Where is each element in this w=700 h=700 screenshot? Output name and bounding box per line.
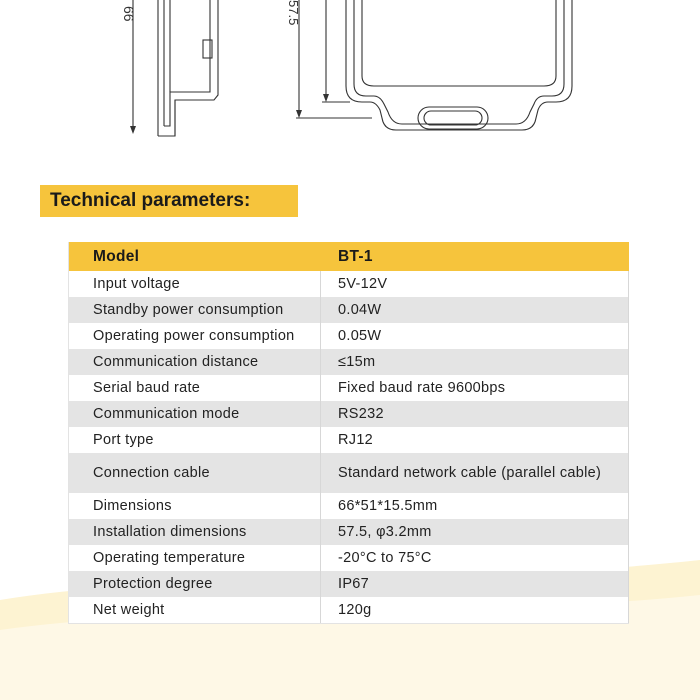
table-row bbox=[69, 297, 629, 323]
table-row bbox=[69, 375, 629, 401]
row-value: RJ12 bbox=[321, 427, 629, 453]
table-row bbox=[69, 493, 629, 519]
table-row bbox=[69, 427, 629, 453]
row-value: RS232 bbox=[321, 401, 629, 427]
technical-drawing bbox=[0, 0, 700, 140]
table-header-value: BT-1 bbox=[321, 242, 629, 271]
table-row bbox=[69, 271, 629, 297]
row-label: Communication mode bbox=[69, 401, 321, 427]
row-value: -20°C to 75°C bbox=[321, 545, 629, 571]
row-label: Operating temperature bbox=[69, 545, 321, 571]
row-value: 0.05W bbox=[321, 323, 629, 349]
table-row bbox=[69, 349, 629, 375]
row-label: Installation dimensions bbox=[69, 519, 321, 545]
right-dimension-label: 57.5 bbox=[286, 0, 301, 26]
row-value: 0.04W bbox=[321, 297, 629, 323]
row-value: 120g bbox=[321, 597, 629, 623]
table-row bbox=[69, 545, 629, 571]
spec-table bbox=[68, 242, 629, 624]
table-header-row bbox=[69, 242, 629, 271]
row-label: Net weight bbox=[69, 597, 321, 623]
row-value: ≤15m bbox=[321, 349, 629, 375]
section-title bbox=[40, 185, 298, 217]
table-row bbox=[69, 453, 629, 493]
row-label: Input voltage bbox=[69, 271, 321, 297]
table-row bbox=[69, 571, 629, 597]
table-row bbox=[69, 519, 629, 545]
row-label: Protection degree bbox=[69, 571, 321, 597]
row-value: 66*51*15.5mm bbox=[321, 493, 629, 519]
table-row bbox=[69, 401, 629, 427]
row-label: Standby power consumption bbox=[69, 297, 321, 323]
row-value: 57.5, φ3.2mm bbox=[321, 519, 629, 545]
row-label: Communication distance bbox=[69, 349, 321, 375]
table-row bbox=[69, 597, 629, 623]
left-dimension-label: 66 bbox=[121, 6, 137, 22]
table-header-label: Model bbox=[69, 242, 321, 271]
row-label: Port type bbox=[69, 427, 321, 453]
row-label: Operating power consumption bbox=[69, 323, 321, 349]
row-value: 5V-12V bbox=[321, 271, 629, 297]
table-row bbox=[69, 323, 629, 349]
section-title-text: Technical parameters: bbox=[50, 190, 251, 211]
row-value: Fixed baud rate 9600bps bbox=[321, 375, 629, 401]
row-value: IP67 bbox=[321, 571, 629, 597]
row-label: Connection cable bbox=[69, 453, 321, 493]
row-label: Dimensions bbox=[69, 493, 321, 519]
row-value: Standard network cable (parallel cable) bbox=[321, 453, 629, 493]
row-label: Serial baud rate bbox=[69, 375, 321, 401]
